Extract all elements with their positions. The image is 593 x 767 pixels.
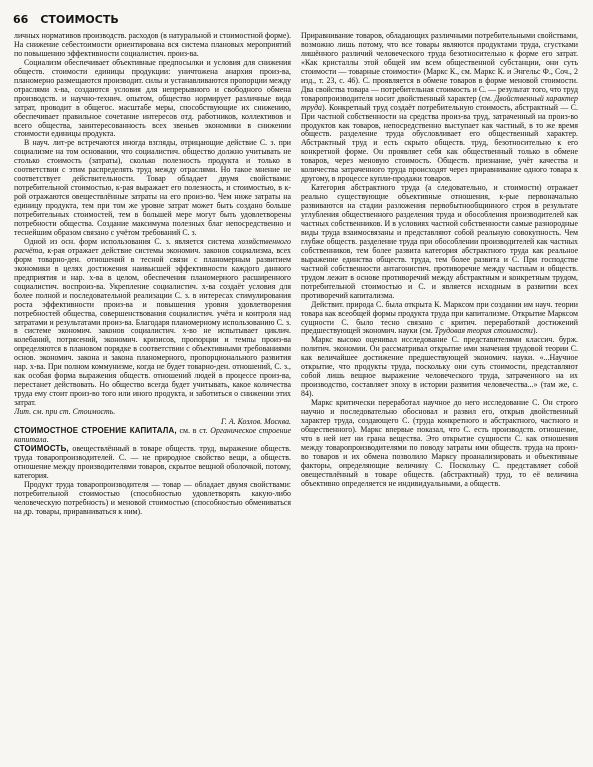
literature-note: Лит. см. при ст. Стоимость. — [14, 407, 116, 417]
text-run: ). — [532, 326, 538, 336]
paragraph: В науч. лит-ре встречаются иногда взгляды, отрицающие действие С. з. при социализме на том основании, что социалистич. общество должно учитывать не столько стоимость (затраты), сколько полезность продукта и только в соответствии с этим распределять труд между отраслями. Но такое мнение не соответствует действительности. Товар обладает двумя свойствами: потребительной стоимостью, к-рая выражает его полезность, и стоимостью, в к-рой отражаются овеществлённые затраты на его произ-во. Чем ниже затраты на единицу продукта, тем при том же уровне затрат может быть создано больше потребительных стоимостей, тем в большей мере могут быть удовлетворены потребности общества. Создание максимума полезных благ непосредственно и теснейшим образом связано с учётом требований С. з. — [14, 138, 291, 237]
paragraph — [14, 238, 291, 408]
paragraph: личных нормативов производств. расходов (в натуральной и стоимостной форме). На снижение себестоимости ориентирована вся система плановых мероприятий по повышению эффективности социалистич. произ-ва. — [14, 32, 291, 58]
text-run: ). Конкретный труд создаёт потребительную стоимость, абстрактный — С. При частной собственности на средства произ-ва труд, затраченный на произ-во продуктов как товаров, непосредственно выступает как частный, в то же время обществ. разделение труда обусловливает его общественный характер. Абстрактный труд и есть скрыто обществ. труд, безотносительно к его конкретной форме. Он проявляет себя как общественный только в обмене товаров, через меновую стоимость. Обществ. признание, учёт качества и количества затраченного труда происходят через приравнивание одного товара к другому, в процессе купли-продажи товаров. — [301, 102, 578, 184]
entry-heading: СТОИМОСТЬ, — [14, 443, 69, 453]
text-run: Одной из осн. форм использования С. з. является система — [24, 236, 239, 246]
text-run: см. в ст. — [176, 425, 211, 435]
right-column — [301, 32, 578, 761]
cross-reference-link[interactable]: Двойственный характер труда — [301, 93, 578, 112]
text-run: овеществлённый в товаре обществ. труд, выражение обществ. труда товаропроизводителей. С. — не природное свойство вещи, а обществ. отношение между производителями товаров, скрытое вещной оболочкой, потому, категория. — [14, 443, 291, 480]
entry-capital-composition — [14, 427, 291, 445]
left-column — [14, 32, 291, 761]
entry-heading: СТОИМОСТНОЕ СТРОЕНИЕ КАПИТАЛА, — [14, 425, 177, 435]
page-number: 66 — [13, 13, 29, 26]
paragraph — [301, 32, 578, 184]
paragraph: Маркс высоко оценивал исследование С. представителями классич. бурж. политич. экономии. Он рассматривал открытие ими значения трудовой теории С. как величайшее достижение предшествующей экономич. науки. «...Научное открытие, что продукты труда, поскольку они суть стоимости, представляют собой лишь вещное выражение человеческого труда, затраченного на их производство, составляет эпоху в истории развития человечества...» (там же, с. 84). — [301, 335, 578, 399]
cross-reference-link[interactable]: Трудовая теория стоимости — [434, 326, 533, 336]
paragraph: Социализм обеспечивает объективные предпосылки и условия для снижения обществ. стоимости единицы продукции: уничтожена анархия произ-ва, планомерно размещаются производит. силы и устанавливаются пропорции между отраслями х-ва, создаются условия для непрерывного и свободного обмена производств. и научно-технич. опытом, общество нормирует различные вида затрат, проводит в общегос. масштабе меры, способствующие их снижению, обеспечивает правильное сочетание интересов отд. работников, коллективов и всего общества, заинтересованность всех звеньев экономики в снижении стоимости единицы продукта. — [14, 57, 291, 139]
text-run: , к-рая отражает действие системы экономич. законов социализма, всех форм товарно-ден. отношений в тесной связи с планомерным развитием экономики в целях достижения наивысшей эффективности каждого данного предприятия и нар. х-ва в целом, обеспечения планомерного расширенного социалистич. воспроиз-ва. Укрепление социалистич. х-ва создаёт условия для более полной и последовательной реализации С. з. в интересах стимулирования роста эффективности произ-ва и повышения уровня удовлетворения потребностей общества, совершенствования социалистич. учёта и контроля над затратами и результатами произ-ва. Благодаря планомерному использованию С. з. в системе экономич. законов социалистич. х-во не испытывает циклич. колебаний, потрясений, экономич. кризисов, пропорции и темпы произ-ва определяются в плановом порядке в соответствии с объективными требованиями основ. экономич. закона и закона планомерного, пропорционального развития нар. х-ва. При полном коммунизме, когда не будет товарно-ден. отношений, С. з., как особая форма выражения обществ. отношений людей в процессе произ-ва, перестанет действовать. Но общество всегда будет учитывать, какое количества труда ему стоит произ-во того или иного продукта, и заботиться о снижении этих затрат. — [14, 245, 291, 408]
text-run: Действит. природа С. была открыта К. Марксом при создании им науч. теории товара как всеобщей формы продукта труда при капитализме. Открытие Марксом сущности С. было тесно связано с критич. переработкой достижений предшествующей экономич. науки (см. — [301, 299, 578, 336]
paragraph: Маркс критически переработал научное до него исследование С. Он строго научно и последовательно обосновал и развил его, открыв двойственный характер труда, создающего С. (труда конкретного и абстрактного, частного и общественного). Маркс впервые показал, что С. есть производств. отношение, что в ней нет ни грана вещества. Это открытие сущности С. как отношения между товаропроизводителями по поводу затраты ими обществ. труда на произ-во товаров и их обмена позволило Марксу проанализировать и объективные факторы, определяющие величину С. Посколькy С. представляет собой овеществлённый в товаре обществ. (абстрактный) труд, то её величина объективно определяется не индивидуальными, а обществ. — [301, 398, 578, 488]
cross-reference-link[interactable]: хозяйственного расчёта — [14, 236, 291, 255]
paragraph: Продукт труда товаропроизводителя — товар — обладает двумя свойствами: потребительной стоимостью (способностью удовлетворять какую-либо человеческую потребность) и меновой стоимостью (способностью обмениваться на др. товары, приравниваться к ним). — [14, 479, 291, 516]
running-title: СТОИМОСТЬ — [40, 13, 119, 26]
text-run: . — [46, 434, 49, 444]
paragraph: Категория абстрактного труда (а следовательно, и стоимости) отражает реально существующие объективные отношения, к-рые первоначально развиваются на стадии разложения первобытнообщинного строя в результате углубления общественного разделения труда и обособления производителей как частных собственников. И в условиях частной собственности самые разнородные виды труда взаимосвязаны и представляют собой реальную совокупность. Чем глубже обществ. разделение труда при обособлении производителей как частных собственников, тем более развита категория абстрактного труда как реальное выражение единства обществ. труда, тем более развита и С. При господстве частной собственности антагонистич. противоречие между частным и обществ. трудом лежит в основе противоречий между абстрактным и конкретным трудом, потребительной стоимостью и С. и является исходным в развитии всех противоречий капитализма. — [301, 183, 578, 300]
article-author: Г. А. Козлов. Москва. — [220, 416, 291, 426]
page-header — [13, 13, 119, 27]
cross-reference-link[interactable]: Органическое строение капитала — [14, 425, 291, 444]
paragraph — [301, 301, 578, 337]
entry-value — [14, 445, 291, 481]
text-run: Приравнивание товаров, обладающих различными потребительными свойствами, возможно лишь потому, что все товары являются продуктами труда, сгустками лишённого различий человеческого труда безотносительно к форме его затрат. «Как кристаллы этой общей им всем общественной субстанции, они суть стоимости — товарные стоимости» (Маркс К., см. Маркс К. и Энгельс Ф., Соч., 2 изд., т. 23, с. 46). С. проявляется в обмене товаров в форме меновой стоимости. Два свойства товара — потребительная стоимость и С. — результат того, что труд товаропроизводителя носит двойственный характер (см. — [301, 32, 578, 103]
